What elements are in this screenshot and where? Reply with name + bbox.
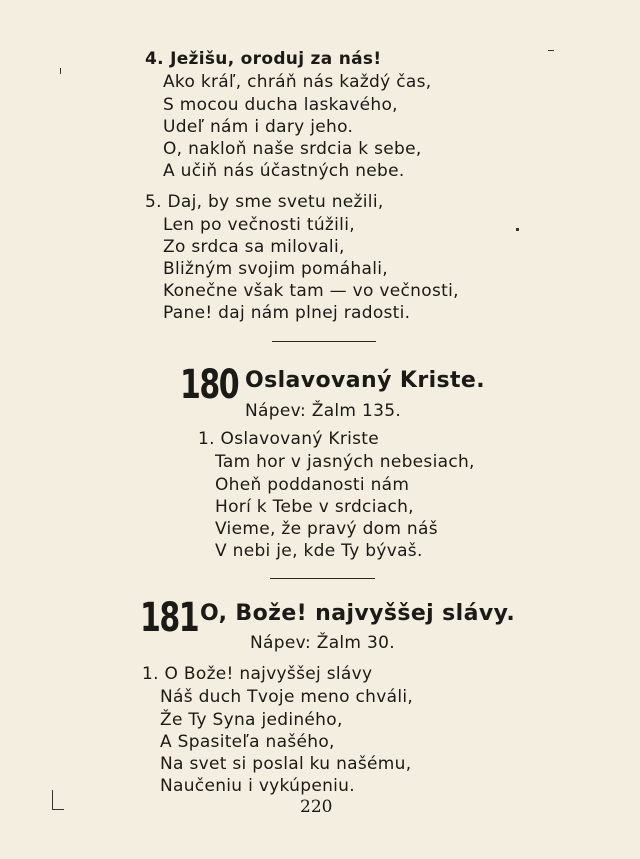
hymn-181-line-2: Náš duch Tvoje meno chváli, <box>160 687 414 707</box>
scan-mark <box>52 809 64 810</box>
hymn-181-line-6: Naučeniu i vykúpeniu. <box>160 776 355 796</box>
hymn-melody: Nápev: Žalm 30. <box>250 633 395 653</box>
hymn-melody: Nápev: Žalm 135. <box>245 401 402 421</box>
section-divider-2 <box>270 578 375 579</box>
verse-4-line-2: Ako kráľ, chráň nás každý čas, <box>163 72 432 92</box>
hymn-title: Oslavovaný Kriste. <box>245 368 486 393</box>
hymn-180-line-3: Oheň poddanosti nám <box>215 475 410 495</box>
verse-4-line-4: Udeľ nám i dary jeho. <box>163 117 354 137</box>
verse-5-line-1: 5. Daj, by sme svetu nežili, <box>145 192 384 212</box>
verse-5-line-6: Pane! daj nám plnej radosti. <box>163 303 411 323</box>
hymn-180-line-2: Tam hor v jasných nebesiach, <box>215 452 475 472</box>
verse-4-line-6: A učiň nás účastných nebe. <box>163 161 405 181</box>
hymn-180-line-4: Horí k Tebe v srdciach, <box>215 497 414 517</box>
verse-5-line-4: Bližným svojim pomáhali, <box>163 259 388 279</box>
scan-mark <box>60 68 61 74</box>
hymn-181-line-1: 1. O Bože! najvyššej slávy <box>142 664 373 684</box>
verse-5-line-2: Len po večnosti túžili, <box>163 215 355 235</box>
verse-5-line-3: Zo srdca sa milovali, <box>163 237 345 257</box>
verse-4-line-1: 4. Ježišu, oroduj za nás! <box>145 49 382 69</box>
hymn-180-line-6: V nebi je, kde Ty bývaš. <box>215 541 423 561</box>
scan-mark <box>516 228 519 231</box>
scan-mark <box>52 790 53 810</box>
hymn-number: 180 <box>180 362 239 408</box>
hymn-180-line-5: Vieme, že pravý dom náš <box>215 519 438 539</box>
verse-4-line-3: S mocou ducha laskavého, <box>163 95 398 115</box>
hymn-180-line-1: 1. Oslavovaný Kriste <box>198 429 380 449</box>
hymn-title: O, Bože! najvyššej slávy. <box>200 601 516 626</box>
hymn-number: 181 <box>140 595 199 641</box>
section-divider-1 <box>272 341 376 342</box>
hymn-181-line-5: Na svet si poslal ku našému, <box>160 754 412 774</box>
hymn-181-line-3: Že Ty Syna jediného, <box>160 710 343 730</box>
verse-5-line-5: Konečne však tam — vo večnosti, <box>163 281 459 301</box>
scan-mark <box>548 50 554 51</box>
verse-4-line-5: O, nakloň naše srdcia k sebe, <box>163 139 422 159</box>
page-number: 220 <box>300 797 333 817</box>
hymn-181-line-4: A Spasiteľa našého, <box>160 732 335 752</box>
